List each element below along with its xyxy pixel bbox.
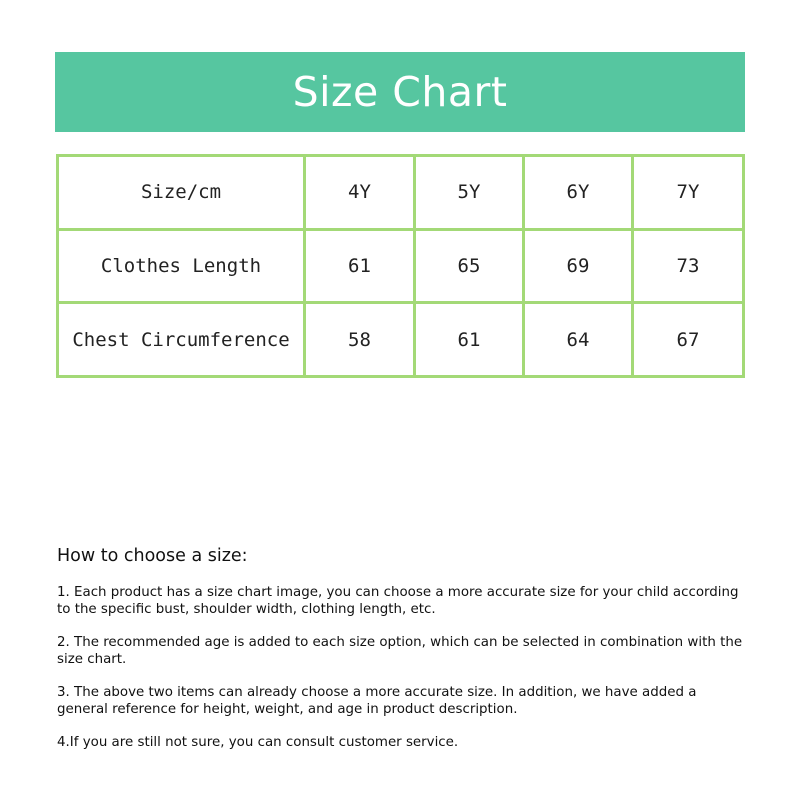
table-cell: 67	[633, 303, 744, 377]
size-instructions	[57, 546, 747, 767]
size-table	[56, 154, 745, 378]
table-header-label: Size/cm	[58, 156, 305, 230]
size-header-cell: 6Y	[524, 156, 633, 230]
table-cell: 61	[415, 303, 524, 377]
table-row	[58, 229, 744, 303]
table-cell: 61	[305, 229, 415, 303]
page-title: Size Chart	[292, 68, 508, 116]
table-cell: 73	[633, 229, 744, 303]
size-chart-banner	[55, 52, 745, 132]
size-header-cell: 7Y	[633, 156, 744, 230]
row-label-clothes-length: Clothes Length	[58, 229, 305, 303]
instruction-item: 1. Each product has a size chart image, you can choose a more accurate size for your child according to the specific bust, shoulder width, clothing length, etc.	[57, 585, 739, 617]
table-cell: 65	[415, 229, 524, 303]
instruction-item: 3. The above two items can already choose a more accurate size. In addition, we have added a general reference for height, weight, and age in product description.	[57, 685, 697, 717]
table-cell: 58	[305, 303, 415, 377]
instruction-item: 2. The recommended age is added to each size option, which can be selected in combination with the size chart.	[57, 635, 743, 667]
table-cell: 64	[524, 303, 633, 377]
table-row	[58, 303, 744, 377]
size-header-cell: 5Y	[415, 156, 524, 230]
size-header-cell: 4Y	[305, 156, 415, 230]
table-cell: 69	[524, 229, 633, 303]
instructions-heading: How to choose a size:	[57, 546, 248, 566]
instruction-item: 4.If you are still not sure, you can consult customer service.	[57, 735, 459, 750]
row-label-chest-circumference: Chest Circumference	[58, 303, 305, 377]
table-header-row	[58, 156, 744, 230]
